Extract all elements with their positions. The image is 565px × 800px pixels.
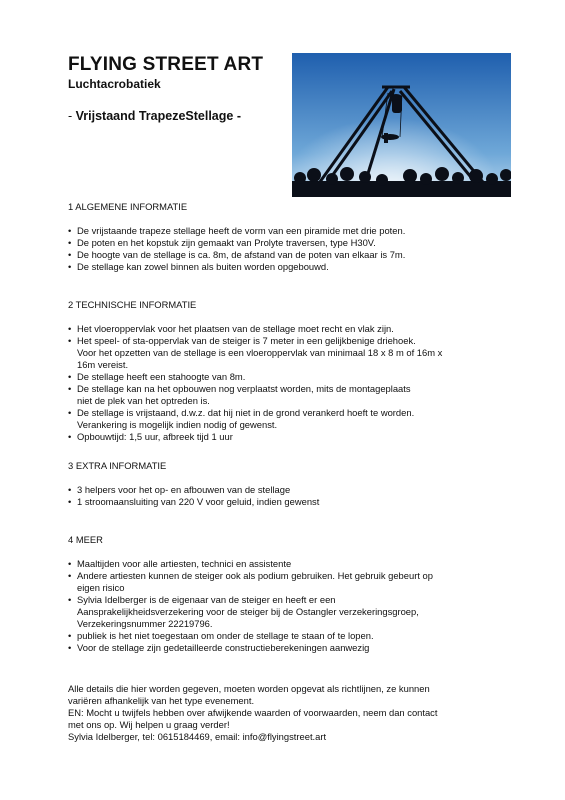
trapeze-photo-image <box>292 53 511 197</box>
list-item: • Voor de stellage zijn gedetailleerde constructieberekeningen aanwezig <box>68 642 370 653</box>
list-item: • De stellage kan na het opbouwen nog verplaatst worden, mits de montageplaats niet de plek van het optreden is. <box>68 383 411 406</box>
page-title: FLYING STREET ART <box>68 54 264 75</box>
footer-contact: Sylvia Idelberger, tel: 0615184469, email: info@flyingstreet.art <box>68 731 327 742</box>
page-subtitle: Luchtacrobatiek <box>68 77 161 91</box>
bullet: • <box>68 630 72 641</box>
list-item: • De stellage kan zowel binnen als buiten worden opgebouwd. <box>68 261 329 272</box>
footer-notes <box>68 683 513 743</box>
footer-line: EN: Mocht u twijfels hebben over afwijkende waarden of voorwaarden, neem dan contact <box>68 707 438 718</box>
bullet: • <box>68 407 72 418</box>
product-name <box>68 109 241 124</box>
bullet: • <box>68 371 72 382</box>
list-item: • Het speel- of sta-oppervlak van de steiger is 7 meter in een gelijkbenige driehoek. Voor het opzetten van de stellage is een vloeroppervlak van minimaal 18 x 8 m of 16m x 16m vereist. <box>68 335 443 370</box>
list-item: • De stellage is vrijstaand, d.w.z. dat hij niet in de grond verankerd hoeft te worden. Verankering is mogelijk indien nodig of gewenst. <box>68 407 415 430</box>
section-heading-extra: 3 EXTRA INFORMATIE <box>68 460 167 471</box>
bullet: • <box>68 570 72 581</box>
bullet: • <box>68 323 72 334</box>
section-list-meer <box>68 558 508 654</box>
list-item: • publiek is het niet toegestaan om onder de stellage te staan of te lopen. <box>68 630 374 641</box>
list-item: • 3 helpers voor het op- en afbouwen van de stellage <box>68 484 291 495</box>
bullet: • <box>68 496 72 507</box>
list-item: • Andere artiesten kunnen de steiger ook als podium gebruiken. Het gebruik gebeurt op eigen risico <box>68 570 433 593</box>
footer-line: variëren afhankelijk van het type evenement. <box>68 695 255 706</box>
list-item: • De hoogte van de stellage is ca. 8m, de afstand van de poten van elkaar is 7m. <box>68 249 406 260</box>
bullet: • <box>68 261 72 272</box>
footer-line: Alle details die hier worden gegeven, moeten worden opgevat als richtlijnen, ze kunnen <box>68 683 430 694</box>
list-item: • Opbouwtijd: 1,5 uur, afbreek tijd 1 uur <box>68 431 233 442</box>
bullet: • <box>68 335 72 346</box>
section-heading-meer: 4 MEER <box>68 534 103 545</box>
product-prefix: - <box>68 109 76 123</box>
bullet: • <box>68 431 72 442</box>
bullet: • <box>68 642 72 653</box>
bullet: • <box>68 225 72 236</box>
list-item: • De stellage heeft een stahoogte van 8m. <box>68 371 246 382</box>
bullet: • <box>68 594 72 605</box>
section-heading-technische: 2 TECHNISCHE INFORMATIE <box>68 299 197 310</box>
footer-line: met ons op. Wij helpen u graag verder! <box>68 719 230 730</box>
list-item: • Sylvia Idelberger is de eigenaar van de steiger en heeft er een Aansprakelijkheidsverzekering voor de steiger bij de Ostangler verzekeringsgroep, Verzekeringsnummer 22219796. <box>68 594 419 629</box>
section-list-extra <box>68 484 508 508</box>
list-item: • De vrijstaande trapeze stellage heeft de vorm van een piramide met drie poten. <box>68 225 406 236</box>
bullet: • <box>68 484 72 495</box>
trapeze-photo <box>292 53 511 197</box>
list-item: • De poten en het kopstuk zijn gemaakt van Prolyte traversen, type H30V. <box>68 237 376 248</box>
bullet: • <box>68 237 72 248</box>
bullet: • <box>68 383 72 394</box>
list-item: • Maaltijden voor alle artiesten, technici en assistente <box>68 558 292 569</box>
section-list-algemene <box>68 225 508 273</box>
bullet: • <box>68 558 72 569</box>
list-item: • Het vloeroppervlak voor het plaatsen van de stellage moet recht en vlak zijn. <box>68 323 394 334</box>
bullet: • <box>68 249 72 260</box>
product-name-text: Vrijstaand TrapezeStellage - <box>75 109 241 123</box>
list-item: • 1 stroomaansluiting van 220 V voor geluid, indien gewenst <box>68 496 320 507</box>
section-heading-algemene: 1 ALGEMENE INFORMATIE <box>68 201 188 212</box>
section-list-technische <box>68 323 508 443</box>
